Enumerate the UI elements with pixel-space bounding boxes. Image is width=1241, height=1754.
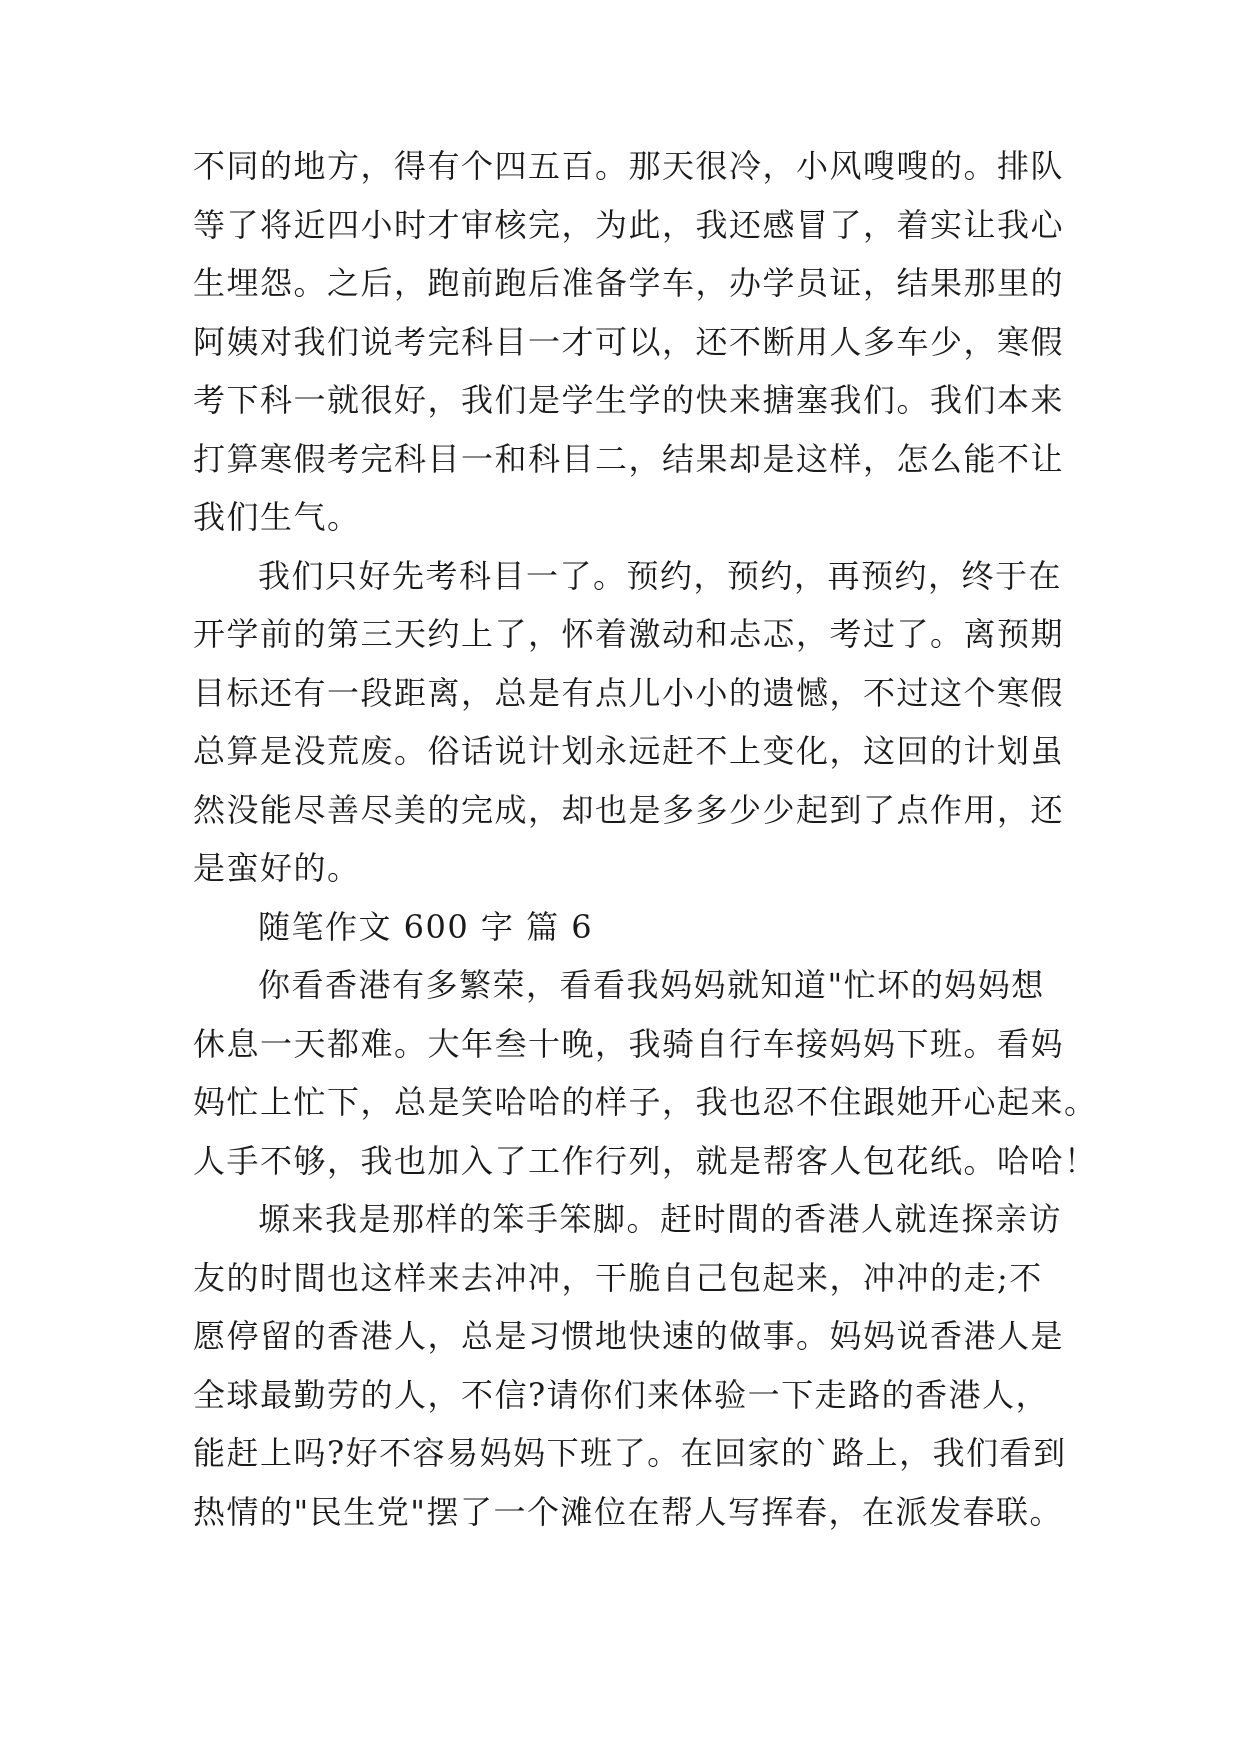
text-line: 然没能尽善尽美的完成，却也是多多少少起到了点作用，还: [193, 790, 1065, 829]
text-line: 愿停留的香港人，总是习惯地快速的做事。妈妈说香港人是: [193, 1317, 1065, 1355]
text-line: 打算寒假考完科目一和科目二，结果却是这样，怎么能不让: [193, 439, 1065, 478]
text-line: 生埋怨。之后，跑前跑后准备学车，办学员证，结果那里的: [193, 264, 1065, 302]
text-line: 总算是没荒废。俗话说计划永远赶不上变化，这回的计划虽: [193, 732, 1065, 770]
text-line: 友的时間也这样来去冲冲，干脆自己包起来，冲冲的走;不: [193, 1258, 1043, 1297]
text-line: 我们生气。: [193, 498, 361, 536]
text-line: 人手不够，我也加入了工作行列，就是帮客人包花纸。哈哈！: [193, 1141, 1098, 1180]
document-body: [193, 137, 1098, 1541]
text-line: 休息一天都难。大年叁十晚，我骑自行车接妈妈下班。看妈: [193, 1024, 1065, 1063]
text-line: 妈忙上忙下，总是笑哈哈的样子，我也忍不住跟她开心起来。: [193, 1083, 1098, 1121]
text-line: 全球最勤劳的人，不信?请你们来体验一下走路的香港人，: [193, 1375, 1050, 1414]
section-heading: 随笔作文 600 字 篇 6: [258, 907, 594, 946]
paragraph-first-line: 你看香港有多繁荣，看看我妈妈就知道"忙坏的妈妈想: [258, 966, 1045, 1004]
text-line: 考下科一就很好，我们是学生学的快来搪塞我们。我们本来: [193, 381, 1065, 419]
text-line: 是蛮好的。: [193, 849, 361, 887]
text-line: 能赶上吗?好不容易妈妈下班了。在回家的`路上，我们看到: [193, 1434, 1067, 1472]
paragraph-first-line: 塬来我是那样的笨手笨脚。赶时間的香港人就连探亲访: [258, 1200, 1063, 1238]
text-line: 目标还有一段距离，总是有点儿小小的遗憾，不过这个寒假: [193, 673, 1065, 712]
paragraph-first-line: 我们只好先考科目一了。预约，预约，再预约，终于在: [258, 556, 1063, 595]
text-line: 不同的地方，得有个四五百。那天很冷，小风嗖嗖的。排队: [193, 147, 1065, 185]
text-line: 等了将近四小时才审核完，为此，我还感冒了，着实让我心: [193, 205, 1065, 244]
text-line: 热情的"民生党"摆了一个滩位在帮人写挥春，在派发春联。: [193, 1492, 1063, 1531]
text-line: 开学前的第三天约上了，怀着激动和忐忑，考过了。离预期: [193, 615, 1065, 653]
text-line: 阿姨对我们说考完科目一才可以，还不断用人多车少，寒假: [193, 322, 1065, 361]
